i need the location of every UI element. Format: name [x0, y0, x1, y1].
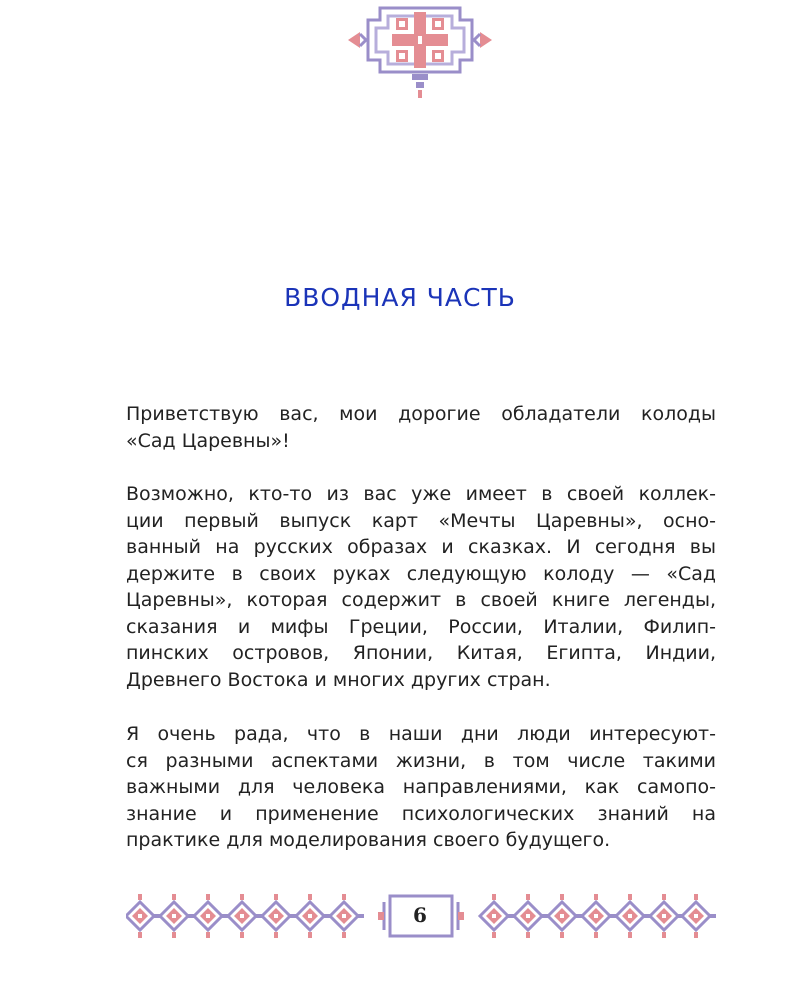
text-line: ся разными аспектами жизни, в том числе такими: [126, 749, 716, 772]
page-number: 6: [413, 903, 427, 927]
paragraph-greeting: [126, 401, 716, 454]
text-line: держите в своих руках следующую колоду — «Сад: [126, 562, 716, 585]
text-line: сказания и мифы Греции, России, Италии, Филип-: [126, 615, 716, 638]
text-line: Возможно, кто-то из вас уже имеет в своей коллек-: [126, 483, 716, 505]
paragraph-interest: [126, 721, 716, 854]
chapter-title: ВВОДНАЯ ЧАСТЬ: [284, 283, 516, 312]
text-line: важными для человека направлениями, как самопо-: [126, 776, 716, 798]
paragraph-intro: [126, 481, 716, 693]
text-line: пинских островов, Японии, Китая, Египта, Индии,: [126, 642, 716, 664]
text-line: Приветствую вас, мои дорогие обладатели колоды: [126, 403, 716, 425]
text-line: ванный на русских образах и сказках. И сегодня вы: [126, 536, 716, 558]
text-line: практике для моделирования своего будущего.: [126, 829, 611, 851]
text-line: ции первый выпуск карт «Мечты Царевны», осно-: [126, 509, 716, 532]
text-line: знание и применение психологических знаний на: [126, 802, 716, 825]
text-line: Древнего Востока и многих других стран.: [126, 668, 551, 691]
text-line: Царевны», которая содержит в своей книге легенды,: [126, 589, 716, 611]
text-line: «Сад Царевны»!: [126, 429, 290, 452]
text-line: Я очень рада, что в наши дни люди интересуют-: [126, 723, 716, 745]
folk-ornament-icon: [340, 0, 500, 102]
